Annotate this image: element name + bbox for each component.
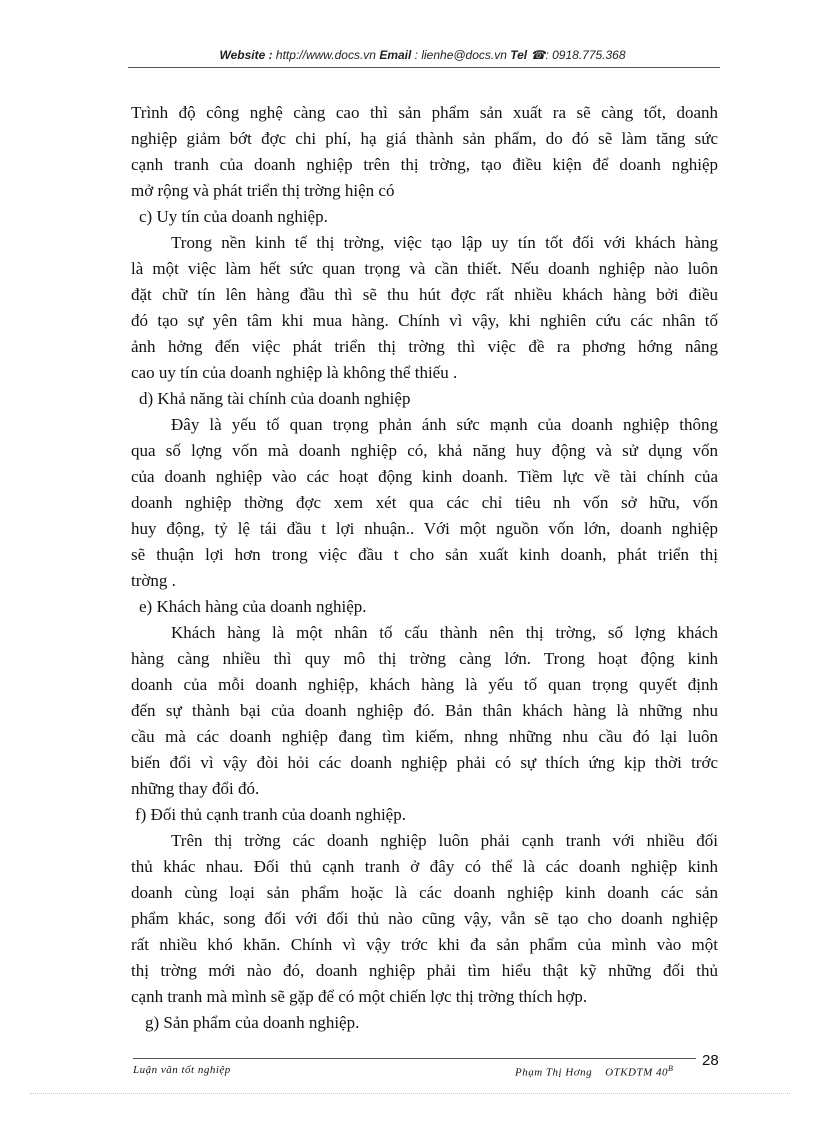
page-number: 28: [702, 1052, 719, 1069]
text-line: e) Khách hàng của doanh nghiệp.: [139, 597, 367, 616]
text-line: c) Uy tín của doanh nghiệp.: [139, 207, 328, 226]
website-label: Website :: [219, 48, 273, 62]
text-line: cạnh tranh của doanh nghiệp trên thị trờng, tạo điều kiện để doanh nghiệp: [131, 155, 718, 174]
text-line: ảnh hởng đến việc phát triển thị trờng thì việc đề ra phơng hớng nâng: [131, 337, 718, 356]
text-line: những thay đổi đó.: [131, 779, 260, 798]
text-line: rất nhiều khó khăn. Chính vì vậy trớc khi đa sản phẩm của mình vào một: [131, 935, 718, 954]
text-line: thủ khác nhau. Đối thủ cạnh tranh ở đây có thể là các doanh nghiệp kinh: [131, 857, 718, 876]
text-line: Trên thị trờng các doanh nghiệp luôn phải cạnh tranh với nhiều đối: [171, 831, 718, 850]
email-value[interactable]: : lienhe@docs.vn: [414, 48, 507, 62]
text-line: doanh của mỗi doanh nghiệp, khách hàng là yếu tố quan trọng quyết định: [131, 675, 718, 694]
text-line: phẩm khác, song đối với đối thủ nào cũng vậy, vẫn sẽ tạo cho doanh nghiệp: [131, 909, 718, 928]
website-url[interactable]: http://www.docs.vn: [275, 48, 376, 62]
text-line: nghiệp giảm bớt đợc chi phí, hạ giá thành sản phẩm, do đó sẽ làm tăng sức: [131, 129, 718, 148]
tel-value: : 0918.775.368: [545, 48, 626, 62]
text-line: Trình độ công nghệ càng cao thì sản phẩm sản xuất ra sẽ càng tốt, doanh: [131, 103, 718, 122]
text-line: Đây là yếu tố quan trọng phản ánh sức mạnh của doanh nghiệp thông: [171, 415, 718, 434]
text-line: thị trờng mới nào đó, doanh nghiệp phải tìm hiểu thật kỹ những đối thủ: [131, 961, 718, 980]
page-header: [120, 48, 725, 62]
text-line: trờng .: [131, 571, 176, 590]
email-label: Email: [379, 48, 412, 62]
text-line: sẽ thuận lợi hơn trong việc đầu t cho sản xuất kinh doanh, phát triển thị: [131, 545, 718, 564]
text-line: huy động, tỷ lệ tái đầu t lợi nhuận.. Với một nguồn vốn lớn, doanh nghiệp: [131, 519, 718, 538]
text-line: hàng càng nhiều thì quy mô thị trờng càng lớn. Trong hoạt động kinh: [131, 649, 718, 668]
text-line: cao uy tín của doanh nghiệp là không thể thiếu .: [131, 363, 458, 382]
text-line: đến sự thành bại của doanh nghiệp đó. Bản thân khách hàng là những nhu: [131, 701, 718, 720]
tel-label: Tel: [510, 48, 528, 62]
text-line: của doanh nghiệp vào các hoạt động kinh doanh. Tiềm lực về tài chính của: [131, 467, 718, 486]
text-line: cầu mà các doanh nghiệp đang tìm kiếm, nhng những nhu cầu đó lại luôn: [131, 727, 718, 746]
text-line: Khách hàng là một nhân tố cấu thành nên thị trờng, số lợng khách: [171, 623, 718, 642]
footer-thesis-label: Luận văn tốt nghiệp: [133, 1064, 231, 1076]
footer-author: [515, 1064, 673, 1079]
body-text: [131, 100, 718, 1036]
text-line: đó tạo sự yên tâm khi mua hàng. Chính vì vậy, khi nghiên cứu các nhân tố: [131, 311, 718, 330]
text-line: đặt chữ tín lên hàng đầu thì sẽ thu hút đợc rất nhiều khách hàng bởi điều: [131, 285, 718, 304]
footer-class: OTKDTM 40: [605, 1066, 669, 1079]
text-line: biến đổi vì vậy đòi hỏi các doanh nghiệp phải có sự thích ứng kịp thời trớc: [131, 753, 718, 772]
text-line: doanh cùng loại sản phẩm hoặc là các doanh nghiệp kinh doanh các sản: [131, 883, 718, 902]
text-line: là một việc làm hết sức quan trọng và cần thiết. Nếu doanh nghiệp nào luôn: [131, 259, 718, 278]
footer-class-sup: B: [668, 1064, 674, 1073]
text-line: doanh nghiệp thờng đợc xem xét qua các chỉ tiêu nh vốn sở hữu, vốn: [131, 493, 718, 512]
text-line: cạnh tranh mà mình sẽ gặp để có một chiến lợc thị trờng thích hợp.: [131, 987, 588, 1006]
text-line: g) Sản phẩm của doanh nghiệp.: [145, 1013, 360, 1032]
footer-author-name: Phạm Thị Hơng: [515, 1066, 593, 1079]
text-line: d) Khả năng tài chính của doanh nghiệp: [139, 389, 411, 408]
text-line: qua số lợng vốn mà doanh nghiệp có, khả năng huy động và sử dụng vốn: [131, 441, 718, 460]
phone-icon: ☎: [530, 48, 546, 62]
text-line: mở rộng và phát triển thị trờng hiện có: [131, 181, 395, 200]
text-line: f) Đối thủ cạnh tranh của doanh nghiệp.: [135, 805, 406, 824]
footer-rule: [133, 1058, 696, 1059]
header-rule: [128, 67, 720, 68]
text-line: Trong nền kinh tế thị trờng, việc tạo lập uy tín tốt đối với khách hàng: [171, 233, 718, 252]
bottom-divider: [30, 1093, 790, 1094]
